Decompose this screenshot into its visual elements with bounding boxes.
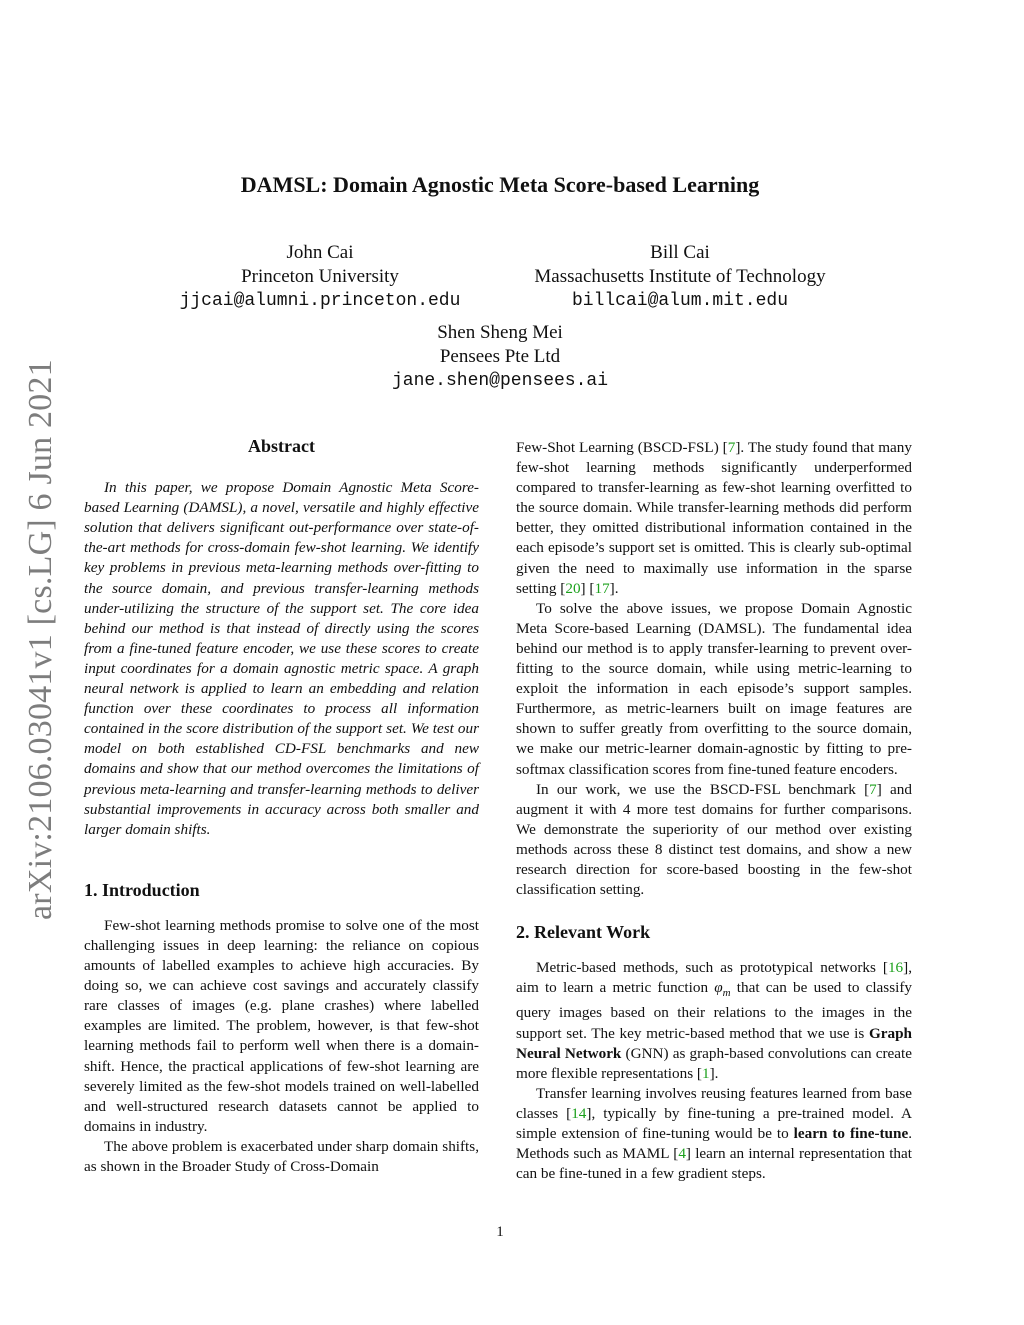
intro-paragraph-4: In our work, we use the BSCD-FSL benchmark [7] and augment it with 4 more test domains for further comparisons. We demonstrate the superiority of our method over existing methods across these 8 distinct test domains, and show a new research direction for score-based boosting in the few-shot classification setting. [516, 780, 912, 899]
author-affiliation: Massachusetts Institute of Technology [534, 266, 826, 287]
author-name: Bill Cai [650, 242, 710, 263]
author-block-2 [510, 241, 850, 313]
related-work-heading: 2. Relevant Work [516, 922, 651, 943]
math-subscript: m [722, 987, 731, 1000]
page-number: 1 [496, 1224, 504, 1240]
bold-term: Graph Neural Network [516, 1024, 912, 1062]
author-name: John Cai [286, 242, 354, 263]
intro-paragraph-2: The above problem is exacerbated under sharp domain shifts, as shown in the Broader Study of Cross-Domain [84, 1137, 479, 1175]
citation-link[interactable]: 20 [565, 579, 581, 597]
related-paragraph-2: Transfer learning involves reusing features learned from base classes [14], typically by fine-tuning a pre-trained model. A simple extension of fine-tuning would be to learn to fine-tune. Methods such as MAML [4] learn an internal representation that can be fine-tuned in a few gradient steps. [516, 1084, 913, 1183]
citation-link[interactable]: 17 [594, 579, 610, 597]
author-email[interactable]: billcai@alum.mit.edu [571, 291, 789, 311]
author-block-1 [160, 241, 480, 313]
citation-link[interactable]: 7 [869, 780, 877, 798]
citation-link[interactable]: 4 [678, 1145, 686, 1163]
abstract-text: In this paper, we propose Domain Agnostic Meta Score-based Learning (DAMSL), a novel, versatile and highly effective solution that delivers significant out-performance over state-of-the-art methods for cross-domain few-shot learning. We identify key problems in previous meta-learning methods over-fitting to the source domain, and previous transfer-learning methods under-utilizing the structure of the support set. The core idea behind our method is that instead of directly using the scores from a fine-tuned feature encoder, we use these scores to create input coordinates for a domain agnostic metric space. A graph neural network is applied to learn an embedding and relation function over these coordinates to process all information contained in the score distribution of the support set. We test our model on both established CD-FSL benchmarks and new domains and show that our method overcomes the limitations of previous meta-learning and transfer-learning methods to deliver substantial improvements in accuracy across both smaller and larger domain shifts. [84, 479, 479, 838]
author-affiliation: Princeton University [241, 266, 399, 287]
author-affiliation: Pensees Pte Ltd [439, 346, 561, 367]
citation-link[interactable]: 1 [701, 1064, 710, 1082]
bold-term: learn to fine-tune [793, 1125, 909, 1143]
citation-link[interactable]: 16 [887, 959, 904, 977]
math-phi: φ [714, 979, 723, 997]
author-email[interactable]: jane.shen@pensees.ai [391, 371, 609, 391]
abstract-heading: Abstract [248, 436, 315, 456]
citation-link[interactable]: 7 [727, 439, 736, 456]
intro-paragraph-continued: Few-Shot Learning (BSCD-FSL) [7]. The study found that many few-shot learning methods significantly underperformed compared to transfer-learning as few-shot learning overfitted to the source domain. While transfer-learning methods did perform better, they omitted distributional information contained in the each episode’s support set is omitted. This is clearly sub-optimal given the need to maximally use information in the sparse setting [20] [17]. [516, 439, 912, 597]
arxiv-stamp: arXiv:2106.03041v1 [cs.LG] 6 Jun 2021 [22, 359, 59, 920]
intro-paragraph-1: Few-shot learning methods promise to solve one of the most challenging issues in deep learning: the reliance on copious amounts of labelled examples to achieve high accuracies. By doing so, we can achieve cost savings and accurately classify rare classes of images (e.g. plane crashes) where labelled examples are limited. The problem, however, is that few-shot learning methods fail to perform well when there is a domain-shift. Hence, the practical applications of few-shot learning are severely limited as the few-shot models trained on well-labelled and well-structured research datasets cannot be applied to domains in industry. [84, 916, 479, 1135]
left-column [84, 436, 479, 1177]
paper-title: DAMSL: Domain Agnostic Meta Score-based Learning [240, 172, 760, 197]
intro-paragraph-3: To solve the above issues, we propose Domain Agnostic Meta Score-based Learning (DAMSL). The fundamental idea behind our method is to apply transfer-learning to prevent over-fitting to the source domain, while using metric-learning to exploit the information in each episode’s support samples. Furthermore, as metric-learners built on image features are shown to suffer greatly from overfitting to the source domain, we make our metric-learner domain-agnostic by fitting to pre-softmax classification scores from fine-tuned feature encoders. [516, 599, 912, 778]
intro-heading: 1. Introduction [84, 879, 200, 900]
author-email[interactable]: jjcai@alumni.princeton.edu [179, 291, 461, 311]
citation-link[interactable]: 14 [571, 1104, 587, 1122]
author-name: Shen Sheng Mei [437, 322, 563, 343]
related-paragraph-1: Metric-based methods, such as prototypical networks [16], aim to learn a metric function $\varphi_m$ that can be used to classify query images based on their relations to the images in the support set. The key metric-based method that we use is Graph Neural Network (GNN) as graph-based convolutions can create more flexible representations [1]. [516, 959, 912, 1082]
right-column [516, 438, 912, 1184]
author-block-3 [340, 321, 660, 393]
